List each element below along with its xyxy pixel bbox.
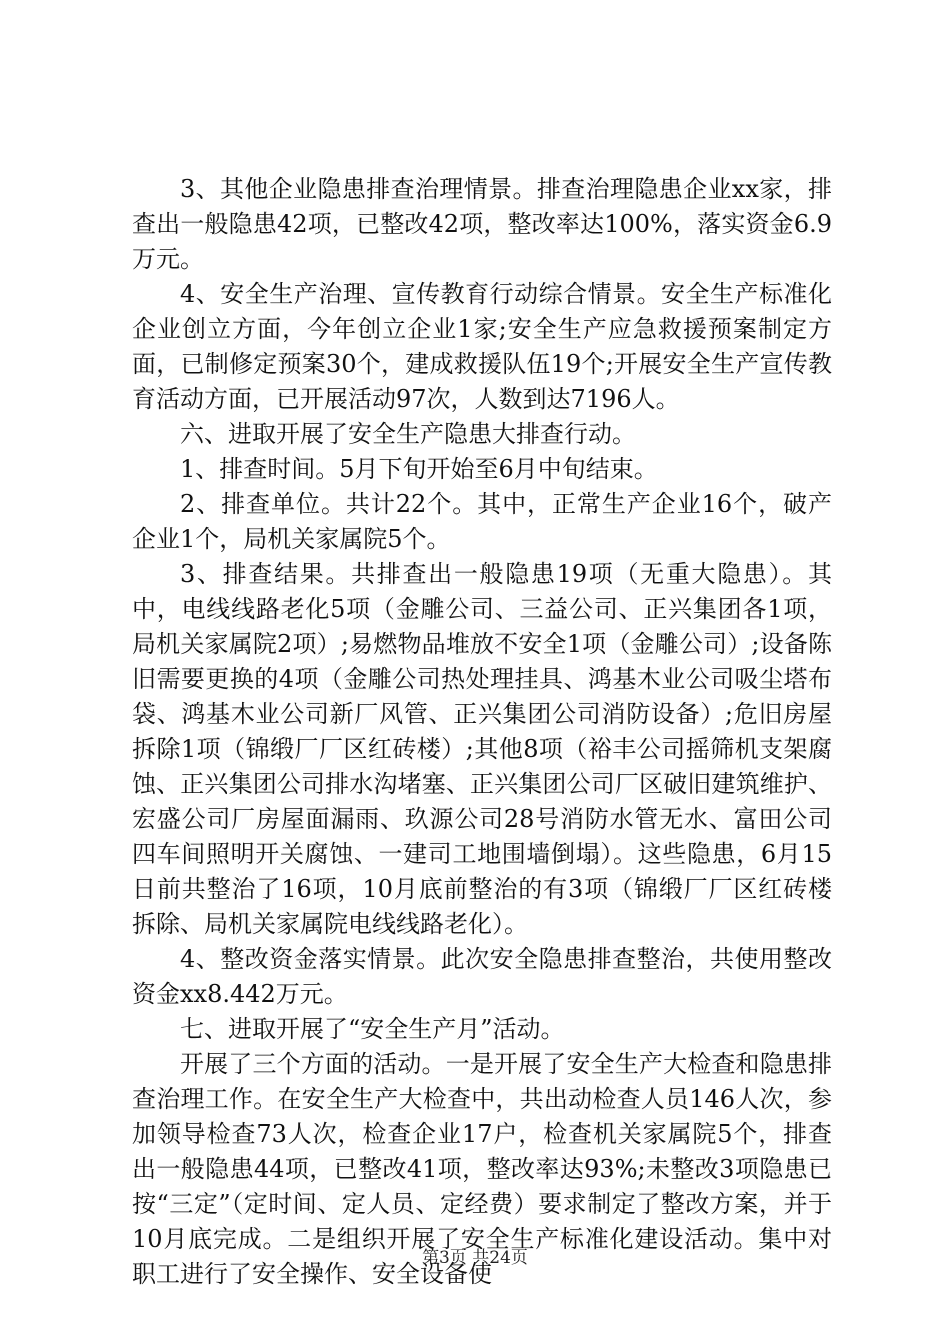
paragraph-safety-month-activities: 开展了三个方面的活动。一是开展了安全生产大检查和隐患排查治理工作。在安全生产大检查中，共出动检查人员146人次，参加领导检查73人次，检查企业17户，检查机关家属院5个，排查出一般隐患44项，已整改41项，整改率达93%;未整改3项隐患已按“三定”（定时间、定人员、定经费）要求制定了整改方案，并于10月底完成。二是组织开展了安全生产标准化建设活动。集中对职工进行了安全操作、安全设备使 [132, 1050, 832, 1288]
page-footer: 第3页 共24页 [422, 1248, 528, 1268]
paragraph-rectification-funds: 4、整改资金落实情景。此次安全隐患排查整治，共使用整改资金xx8.442万元。 [132, 945, 832, 1008]
paragraph-inspection-time: 1、排查时间。5月下旬开始至6月中旬结束。 [180, 455, 658, 483]
document-body [132, 172, 832, 1292]
heading-section-six: 六、进取开展了安全生产隐患大排查行动。 [180, 420, 636, 448]
heading-section-seven: 七、进取开展了“安全生产月”活动。 [180, 1015, 565, 1043]
paragraph-safety-management: 4、安全生产治理、宣传教育行动综合情景。安全生产标准化企业创立方面，今年创立企业1家;安全生产应急救援预案制定方面，已制修定预案30个，建成救援队伍19个;开展安全生产宣传教育活动方面，已开展活动97次，人数到达7196人。 [132, 280, 832, 413]
paragraph-inspection-results: 3、排查结果。共排查出一般隐患19项（无重大隐患）。其中，电线线路老化5项（金雕公司、三益公司、正兴集团各1项，局机关家属院2项）;易燃物品堆放不安全1项（金雕公司）;设备陈旧需要更换的4项（金雕公司热处理挂具、鸿基木业公司吸尘塔布袋、鸿基木业公司新厂风管、正兴集团公司消防设备）;危旧房屋拆除1项（锦缎厂厂区红砖楼）;其他8项（裕丰公司摇筛机支架腐蚀、正兴集团公司排水沟堵塞、正兴集团公司厂区破旧建筑维护、宏盛公司厂房屋面漏雨、玖源公司28号消防水管无水、富田公司四车间照明开关腐蚀、一建司工地围墙倒塌）。这些隐患，6月15日前共整治了16项，10月底前整治的有3项（锦缎厂厂区红砖楼拆除、局机关家属院电线线路老化）。 [132, 560, 832, 938]
paragraph-other-enterprises: 3、其他企业隐患排查治理情景。排查治理隐患企业xx家，排查出一般隐患42项，已整改42项，整改率达100%，落实资金6.9万元。 [132, 175, 832, 273]
paragraph-inspection-units: 2、排查单位。共计22个。其中，正常生产企业16个，破产企业1个，局机关家属院5个。 [132, 490, 832, 553]
